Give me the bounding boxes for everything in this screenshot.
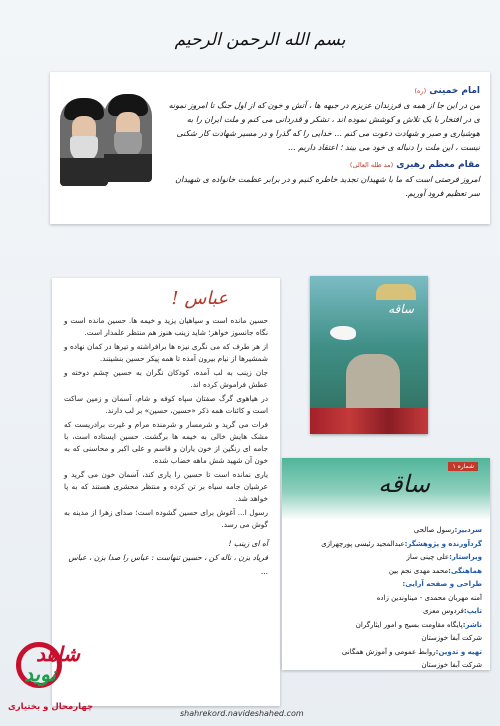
basmala-heading: بسم الله الرحمن الرحیم [174,30,346,50]
roses-illustration [310,408,428,434]
leaders-quote-box [50,72,490,224]
credit-item: تهیه و تدوین:روابط عمومی و آموزش همگانی [341,647,482,656]
article-paragraph: از هر طرف که می نگری نیزه ها برافراشته و تیرها در کمان نهاده و شمشیرها از نیام بیرون آمده تا همه پیکر حسین بنشینند. [64,342,268,363]
credits-list [282,520,490,673]
dove-icon [330,326,356,340]
magazine-logo: ساقه [378,470,430,498]
navideshahed-logo: شاهد نوید [6,636,122,700]
leader-title: مقام معظم رهبری (مد ظله العالی) [349,160,480,170]
building-illustration [346,354,400,412]
credit-item: گردآورنده و پژوهشگر:عبدالمجید رئیسی پورچهرازی [321,539,482,548]
issue-badge: شماره ۱ [448,462,478,471]
credits-header [282,458,490,520]
watermark-caption: چهارمحال و بختیاری [8,702,94,712]
credit-item: تایپ:فردوس معزی [422,607,482,615]
magazine-cover-image [310,276,428,434]
article-paragraph: جان زینب به لب آمده، کودکان نگران به حسین چشم دوخته و عطش فراموش کرده اند. [64,368,268,389]
article-paragraph: یاری نمانده است تا حسین را یاری کند، آسمان خون می گرید و عرشیان جامه سیاه بر تن کرده و منتظر محشری هستند که به پا خواهد شد. [64,470,268,503]
article-signature: آه ای زینب ! فریاد بزن ، ناله کن ، حسین تنهاست : عباس را صدا بزن ، عباس ... [68,539,268,576]
credit-item: شرکت آبفا خوزستان [421,634,482,642]
article-paragraph: در هیاهوی گرگ صفتان سپاه کوفه و شام، آسمان و زمین ساکت است و کائنات همه ذکر «حسین، حسین» بر لب دارند. [64,394,268,415]
article-title: عباس ! [171,288,228,309]
credit-item: طراحی و صفحه آرایی: [402,580,482,588]
article-paragraph: حسین مانده است و سپاهیان یزید و خیمه ها. حسین مانده است و نگاه جانسوز خواهر؛ شاید زینب هنوز هم منتظر علمدار است. [64,316,268,337]
leaders-portraits [60,94,160,184]
credit-item: سردبیر:رسول صالحی [413,526,482,534]
imam-title: امام خمینی (ره) [414,86,480,96]
leaders-quotes [162,86,480,201]
article-paragraph: رسول ا... آغوش برای حسین گشوده است؛ صدای زهرا از مدینه به گوش می رسد. [64,508,268,529]
cover-logo: ساقه [388,302,414,316]
imam-quote: من در این جا از همه ی فرزندان عزیزم در جبهه ها ، آتش و خون که از اول جنگ تا امروز نمونه ی در افتخار با یک تلاش و کوشش نموده اند ، تشکر و قدردانی می کنم و ملت ایران را به هوشیاری و صبر و شهادت دعوت می کنم ... خدایی را که گذرا و در مسیر شهادت کار شکنی نیست ، این ملت را دنباله ی خود می بیند ؛ اعتقاد داریم ... [168,101,480,152]
credit-item: هماهنگی:محمد مهدی نجم بین [388,566,482,575]
portrait-leader [104,94,152,182]
portrait-imam [60,98,108,186]
article-body [64,315,268,531]
leader-quote: امروز فرصتی است که ما با شهیدان تجدید خاطره کنیم و در برابر عظمت خانواده ی شهیدان سر تعظیم فرود آوریم. [175,175,480,198]
credit-item: ناشر:پایگاه مقاومت بسیج و امور ایثارگران [355,620,482,629]
credit-item: آمنه مهربان محمدی - میناوندین زاده [376,593,482,602]
credits-box [282,458,490,670]
credit-item: شرکت آبفا خوزستان [421,661,482,669]
article-paragraph: فرات می گرید و شرمسار و شرمنده مرام و غیرت برادریست که مشک هایش خالی به خیمه ها برگشت. حسین ایستاده است، با جامه ای رنگین از خون یاران و قاسم و علی اکبر و محاسنی که به خون آن شهید شش ماهه خضاب شده. [64,420,268,465]
site-url: shahrekord.navideshahed.com [180,709,304,718]
shrine-dome [376,284,416,300]
credit-item: ویراستار:علی چینی ساز [406,553,482,561]
